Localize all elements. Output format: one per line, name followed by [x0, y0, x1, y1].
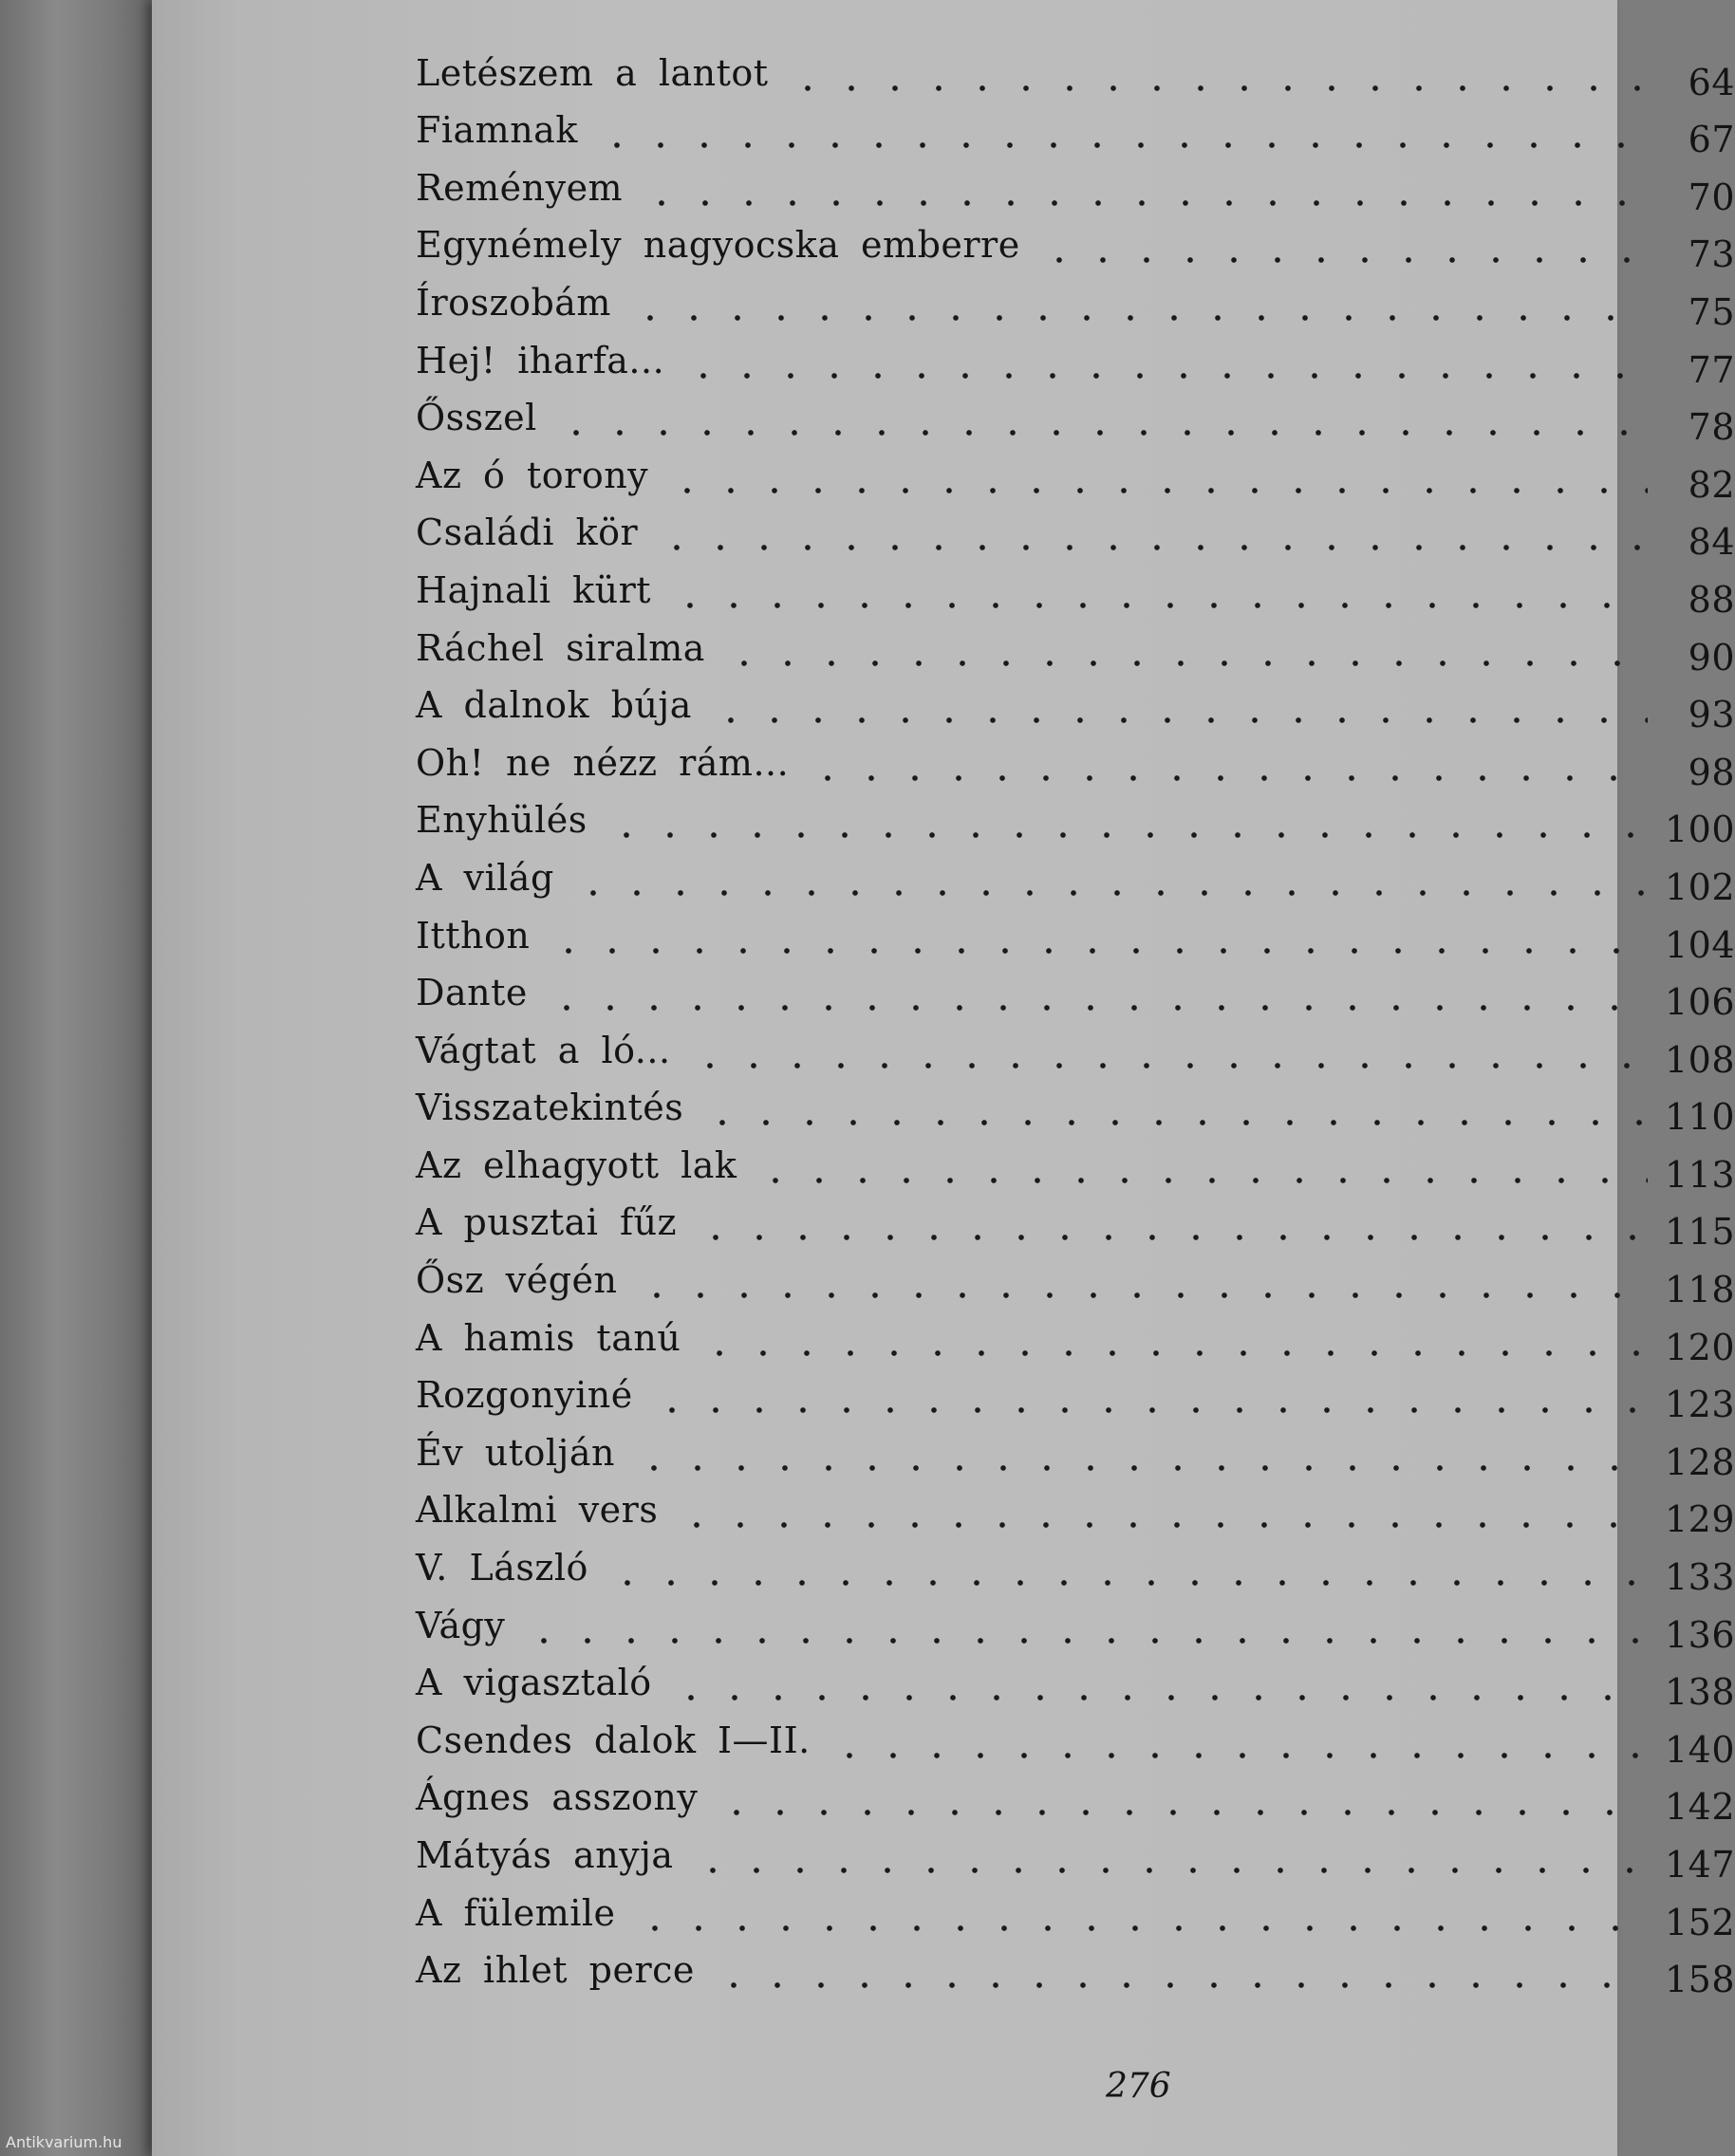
toc-entry-title: Az ó torony [416, 454, 649, 496]
toc-entry-page: 77 [1688, 348, 1735, 391]
toc-entry-page: 140 [1664, 1728, 1735, 1771]
toc-entry-page: 113 [1664, 1153, 1735, 1196]
table-of-contents [416, 36, 1735, 2001]
toc-entry-page: 152 [1664, 1901, 1735, 1943]
toc-entry-page: 123 [1664, 1384, 1735, 1426]
toc-entry-page: 115 [1664, 1211, 1735, 1254]
book-binding [0, 0, 161, 2156]
toc-entry [416, 611, 1735, 678]
toc-entry-page: 67 [1688, 119, 1735, 161]
dot-leader [627, 1898, 1648, 1934]
toc-entry-page: 88 [1688, 578, 1735, 621]
toc-entry-title: Ősszel [416, 397, 537, 439]
toc-entry-page: 136 [1664, 1613, 1735, 1656]
toc-entry [416, 1876, 1735, 1943]
toc-entry-page: 70 [1688, 176, 1735, 218]
dot-leader [706, 1955, 1648, 1991]
dot-leader [599, 805, 1648, 841]
dot-leader [589, 115, 1648, 151]
toc-entry-title: Csendes dalok I—II. [416, 1719, 811, 1761]
toc-entry-title: Ősz végén [416, 1259, 618, 1302]
dot-leader [634, 173, 1648, 209]
toc-entry [416, 1301, 1735, 1368]
toc-entry [416, 266, 1735, 333]
toc-entry-title: Az elhagyott lak [416, 1143, 737, 1186]
toc-entry [416, 1818, 1735, 1886]
toc-entry [416, 669, 1735, 736]
dot-leader [541, 920, 1648, 957]
toc-entry-page: 75 [1688, 290, 1735, 333]
toc-entry-page: 73 [1688, 233, 1735, 276]
toc-entry [416, 1128, 1735, 1196]
dot-leader [539, 977, 1648, 1013]
toc-entry [416, 784, 1735, 851]
toc-entry-page: 118 [1664, 1269, 1735, 1311]
toc-entry-title: Oh! ne nézz rám... [416, 741, 790, 784]
toc-entry [416, 496, 1735, 564]
toc-entry [416, 381, 1735, 449]
toc-entry-page: 84 [1688, 521, 1735, 564]
toc-entry-title: A világ [416, 856, 554, 899]
toc-entry-page: 64 [1688, 61, 1735, 103]
dot-leader [695, 1092, 1648, 1128]
toc-entry-page: 100 [1664, 808, 1735, 851]
toc-entry-page: 98 [1688, 751, 1735, 793]
dot-leader [748, 1150, 1648, 1186]
toc-entry-title: Hej! iharfa... [416, 339, 665, 381]
toc-entry-title: A dalnok búja [416, 684, 692, 727]
dot-leader [566, 863, 1648, 899]
toc-entry [416, 438, 1735, 506]
toc-entry-title: Hajnali kürt [416, 568, 652, 611]
toc-entry-page: 90 [1688, 636, 1735, 678]
dot-leader [669, 1495, 1648, 1531]
toc-entry-page: 78 [1688, 406, 1735, 449]
toc-entry-title: Ágnes asszony [416, 1776, 699, 1819]
dot-leader [822, 1725, 1648, 1761]
toc-entry [416, 1761, 1735, 1829]
toc-entry-page: 147 [1664, 1844, 1735, 1886]
toc-entry-title: Családi kör [416, 511, 639, 554]
toc-entry-title: Reményem [416, 166, 624, 209]
toc-entry-page: 129 [1664, 1498, 1735, 1541]
dot-leader [780, 58, 1648, 94]
toc-entry-page: 82 [1688, 463, 1735, 506]
toc-entry-page: 108 [1664, 1038, 1735, 1081]
dot-leader [600, 1552, 1648, 1589]
toc-entry-title: Visszatekintés [416, 1087, 684, 1129]
toc-entry [416, 1646, 1735, 1714]
toc-entry-title: V. László [416, 1547, 588, 1589]
dot-leader [660, 460, 1648, 496]
toc-entry [416, 324, 1735, 391]
toc-entry [416, 1013, 1735, 1081]
page-number: 276 [1106, 2067, 1171, 2106]
toc-entry-title: Az ihlet perce [416, 1949, 695, 1992]
dot-leader [703, 690, 1648, 726]
toc-entry-title: Enyhülés [416, 799, 588, 842]
toc-entry-page: 120 [1664, 1326, 1735, 1368]
toc-entry-title: A fülemile [416, 1891, 616, 1934]
dot-leader [626, 1438, 1648, 1474]
toc-entry [416, 94, 1735, 161]
toc-entry-title: Letészem a lantot [416, 51, 769, 94]
toc-entry [416, 151, 1735, 218]
toc-entry [416, 1071, 1735, 1139]
toc-entry-title: A vigasztaló [416, 1662, 652, 1704]
dot-leader [623, 288, 1648, 324]
toc-entry [416, 209, 1735, 276]
toc-entry [416, 957, 1735, 1024]
toc-entry [416, 1589, 1735, 1656]
toc-entry [416, 1703, 1735, 1771]
dot-leader [800, 748, 1648, 784]
dot-leader [516, 1610, 1648, 1646]
toc-entry-title: Vágy [416, 1604, 506, 1646]
dot-leader [629, 1265, 1648, 1301]
dot-leader [688, 1207, 1648, 1243]
toc-entry-page: 133 [1664, 1556, 1735, 1599]
dot-leader [644, 1380, 1648, 1416]
watermark: Antikvarium.hu [6, 2133, 122, 2151]
dot-leader [662, 575, 1648, 611]
toc-entry-title: A hamis tanú [416, 1316, 681, 1359]
toc-entry-title: Dante [416, 972, 528, 1014]
toc-entry-title: Rozgonyiné [416, 1374, 633, 1417]
toc-entry-title: Itthon [416, 914, 531, 957]
toc-entry-page: 106 [1664, 981, 1735, 1024]
toc-entry-page: 102 [1664, 865, 1735, 908]
toc-entry [416, 1359, 1735, 1426]
toc-entry-title: Vágtat a ló... [416, 1029, 671, 1071]
dot-leader [663, 1667, 1648, 1703]
toc-entry-page: 110 [1664, 1096, 1735, 1139]
dot-leader [549, 402, 1648, 438]
toc-entry [416, 1934, 1735, 2001]
toc-entry-page: 93 [1688, 694, 1735, 736]
toc-entry [416, 553, 1735, 621]
toc-entry-title: Íroszobám [416, 281, 611, 324]
toc-entry [416, 1416, 1735, 1483]
toc-entry-page: 158 [1664, 1959, 1735, 2001]
dot-leader [682, 1035, 1648, 1071]
toc-entry [416, 1474, 1735, 1541]
toc-entry [416, 36, 1735, 103]
toc-entry [416, 1243, 1735, 1311]
toc-entry-title: Fiamnak [416, 109, 578, 152]
toc-entry-title: A pusztai fűz [416, 1201, 678, 1244]
dot-leader [692, 1323, 1648, 1359]
dot-leader [1032, 230, 1648, 266]
toc-entry [416, 899, 1735, 966]
toc-entry-page: 128 [1664, 1440, 1735, 1483]
dot-leader [709, 1782, 1648, 1818]
toc-entry [416, 1186, 1735, 1254]
toc-entry-title: Egynémely nagyocska emberre [416, 224, 1020, 267]
toc-entry [416, 841, 1735, 908]
toc-entry-page: 142 [1664, 1786, 1735, 1829]
toc-entry-title: Alkalmi vers [416, 1489, 659, 1532]
toc-entry [416, 1531, 1735, 1599]
toc-entry [416, 726, 1735, 793]
toc-entry-title: Év utolján [416, 1431, 615, 1474]
dot-leader [685, 1840, 1648, 1876]
toc-entry-page: 104 [1664, 923, 1735, 966]
dot-leader [649, 517, 1648, 553]
dot-leader [717, 633, 1648, 669]
book-page [152, 0, 1735, 2156]
toc-entry-page: 138 [1664, 1671, 1735, 1714]
toc-entry-title: Mátyás anyja [416, 1834, 674, 1876]
dot-leader [676, 345, 1648, 381]
toc-entry-title: Ráchel siralma [416, 626, 705, 669]
